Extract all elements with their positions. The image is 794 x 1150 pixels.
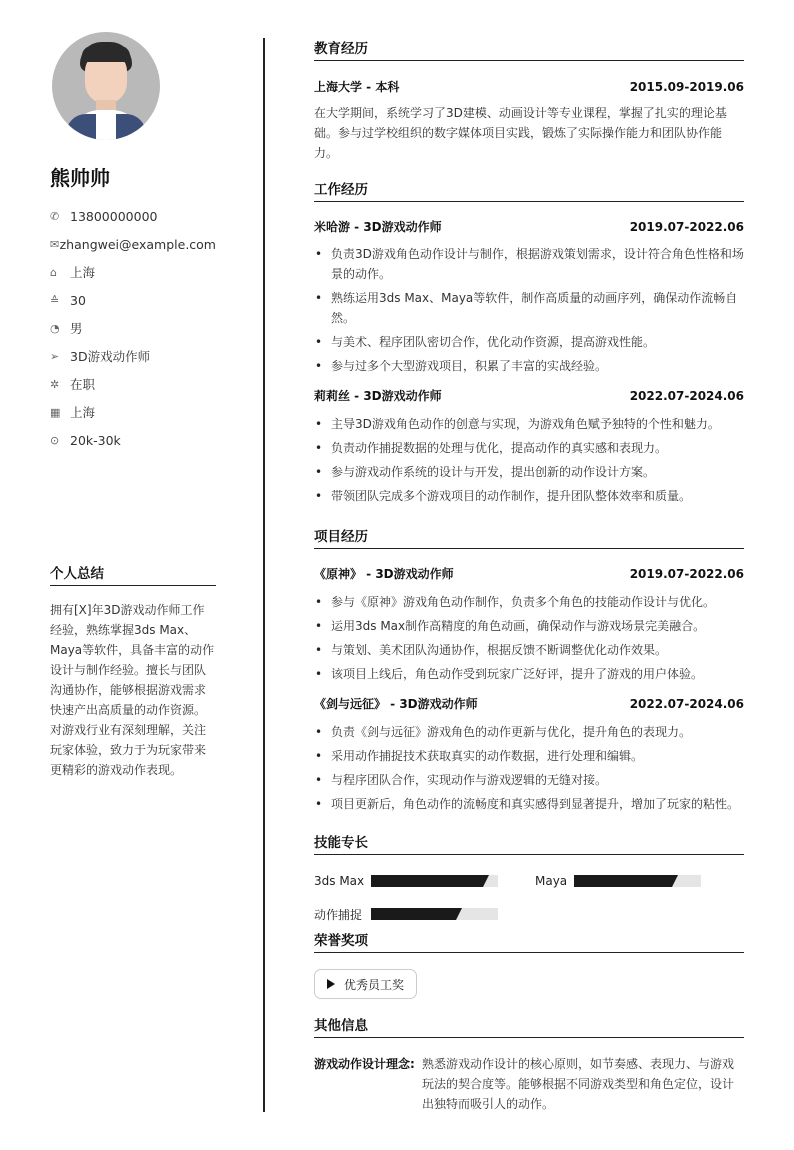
other-text: 熟悉游戏动作设计的核心原则，如节奏感、表现力、与游戏玩法的契合度等。能够根据不同游戏类型和角色定位，设计出独特而吸引人的动作。	[422, 1057, 735, 1111]
skill-name: 3ds Max	[314, 874, 365, 888]
project-period: 2022.07-2024.06	[629, 697, 744, 711]
contact-phone	[50, 202, 216, 230]
skills-title: 技能专长	[314, 834, 744, 855]
mail-icon: ✉	[50, 237, 60, 251]
skill-bar-fill	[371, 908, 456, 920]
contact-text: 3D游戏动作师	[70, 349, 151, 364]
skill-bar-fill	[574, 875, 672, 887]
skill-bar	[574, 875, 701, 887]
contact-text: 20k-30k	[70, 432, 121, 448]
skill-bar	[371, 875, 498, 887]
awards-list	[314, 969, 744, 999]
home-icon: ⌂	[50, 265, 57, 279]
skill-item	[314, 871, 498, 891]
list-item: • 熟练运用3ds Max、Maya等软件，制作高质量的动画序列，确保动作流畅自然。	[314, 288, 744, 328]
list-item: • 运用3ds Max制作高精度的角色动画，确保动作与游戏场景完美融合。	[314, 616, 744, 636]
project-entry-head	[314, 694, 744, 714]
project-bullets	[314, 722, 744, 814]
contact-text: 上海	[70, 405, 96, 420]
salary-icon: ⊙	[50, 433, 60, 447]
other-title: 其他信息	[314, 1017, 744, 1038]
work-bullets	[314, 244, 744, 376]
projects-title: 项目经历	[314, 528, 744, 549]
other-info	[314, 1054, 744, 1114]
award-label: 优秀员工奖	[344, 977, 405, 992]
contact-text: 30	[70, 292, 86, 308]
sidebar	[50, 32, 216, 454]
work-entry-head	[314, 217, 744, 237]
work-period: 2019.07-2022.06	[629, 220, 744, 234]
phone-icon: ✆	[50, 209, 60, 223]
gender-icon: ◔	[50, 321, 60, 335]
contact-position	[50, 342, 216, 370]
work-entry-head	[314, 386, 744, 406]
list-item: • 主导3D游戏角色动作的创意与实现，为游戏角色赋予独特的个性和魅力。	[314, 414, 744, 434]
skills-grid	[314, 864, 744, 924]
avatar	[52, 32, 160, 140]
work-period: 2022.07-2024.06	[629, 389, 744, 403]
contact-city	[50, 398, 216, 426]
contact-text: 13800000000	[70, 208, 158, 224]
contact-text: zhangwei@example.com	[59, 236, 216, 252]
other-label: 游戏动作设计理念:	[314, 1057, 415, 1071]
education-school: 上海大学 - 本科	[314, 80, 400, 94]
list-item: • 负责3D游戏角色动作设计与制作，根据游戏策划需求，设计符合角色性格和场景的动作。	[314, 244, 744, 284]
list-item: • 参与过多个大型游戏项目，积累了丰富的实战经验。	[314, 356, 744, 376]
list-item: • 负责《剑与远征》游戏角色的动作更新与优化，提升角色的表现力。	[314, 722, 744, 742]
skill-bar	[371, 908, 498, 920]
work-org: 莉莉丝 - 3D游戏动作师	[314, 389, 442, 403]
list-item: • 采用动作捕捉技术获取真实的动作数据，进行处理和编辑。	[314, 746, 744, 766]
contact-location	[50, 258, 216, 286]
contact-gender	[50, 314, 216, 342]
skill-name: Maya	[535, 874, 568, 888]
project-entry-head	[314, 564, 744, 584]
work-bullets	[314, 414, 744, 506]
awards-title: 荣誉奖项	[314, 932, 744, 953]
work-org: 米哈游 - 3D游戏动作师	[314, 220, 442, 234]
education-head	[314, 77, 744, 97]
list-item: • 负责动作捕捉数据的处理与优化，提高动作的真实感和表现力。	[314, 438, 744, 458]
list-item: • 参与《原神》游戏角色动作制作，负责多个角色的技能动作设计与优化。	[314, 592, 744, 612]
project-org: 《剑与远征》 - 3D游戏动作师	[314, 697, 478, 711]
status-icon: ✲	[50, 377, 60, 391]
age-icon: ≙	[50, 293, 60, 307]
contact-age	[50, 286, 216, 314]
contact-text: 在职	[70, 377, 96, 392]
contact-text: 上海	[70, 265, 96, 280]
project-period: 2019.07-2022.06	[629, 567, 744, 581]
contact-email	[50, 230, 216, 258]
award-badge	[314, 969, 417, 999]
skill-item	[314, 904, 498, 924]
list-item: • 与美术、程序团队密切合作，优化动作资源，提高游戏性能。	[314, 332, 744, 352]
main-content	[314, 40, 744, 1114]
contact-list	[50, 202, 216, 454]
education-desc: 在大学期间，系统学习了3D建模、动画设计等专业课程，掌握了扎实的理论基础。参与过学校组织的数字媒体项目实践，锻炼了实际操作能力和团队协作能力。	[314, 106, 727, 160]
list-item: • 与策划、美术团队沟通协作，根据反馈不断调整优化动作效果。	[314, 640, 744, 660]
project-org: 《原神》 - 3D游戏动作师	[314, 567, 454, 581]
send-icon: ➢	[50, 349, 60, 363]
summary-text: 拥有[X]年3D游戏动作师工作经验，熟练掌握3ds Max、Maya等软件，具备丰富的动作设计与制作经验。擅长与团队沟通协作，能够根据游戏需求快速产出高质量的动作资源。对游戏行业有深刻理解，关注玩家体验，致力于为玩家带来更精彩的游戏动作表现。	[50, 603, 215, 777]
list-item: • 该项目上线后，角色动作受到玩家广泛好评，提升了游戏的用户体验。	[314, 664, 744, 684]
play-triangle-icon	[327, 979, 335, 989]
column-divider	[263, 38, 265, 1112]
contact-salary	[50, 426, 216, 454]
list-item: • 参与游戏动作系统的设计与开发，提出创新的动作设计方案。	[314, 462, 744, 482]
work-title: 工作经历	[314, 181, 744, 202]
contact-text: 男	[70, 321, 83, 336]
list-item: • 项目更新后，角色动作的流畅度和真实感得到显著提升，增加了玩家的粘性。	[314, 794, 744, 814]
list-item: • 与程序团队合作，实现动作与游戏逻辑的无缝对接。	[314, 770, 744, 790]
education-period: 2015.09-2019.06	[629, 80, 744, 94]
list-item: • 带领团队完成多个游戏项目的动作制作，提升团队整体效率和质量。	[314, 486, 744, 506]
profile-name: 熊帅帅	[50, 166, 110, 190]
education-title: 教育经历	[314, 40, 744, 61]
skill-name: 动作捕捉	[314, 907, 363, 922]
skill-bar-fill	[371, 875, 483, 887]
project-bullets	[314, 592, 744, 684]
summary-title: 个人总结	[50, 566, 216, 586]
contact-status	[50, 370, 216, 398]
skill-item	[535, 871, 701, 891]
building-icon: ▦	[50, 405, 61, 419]
